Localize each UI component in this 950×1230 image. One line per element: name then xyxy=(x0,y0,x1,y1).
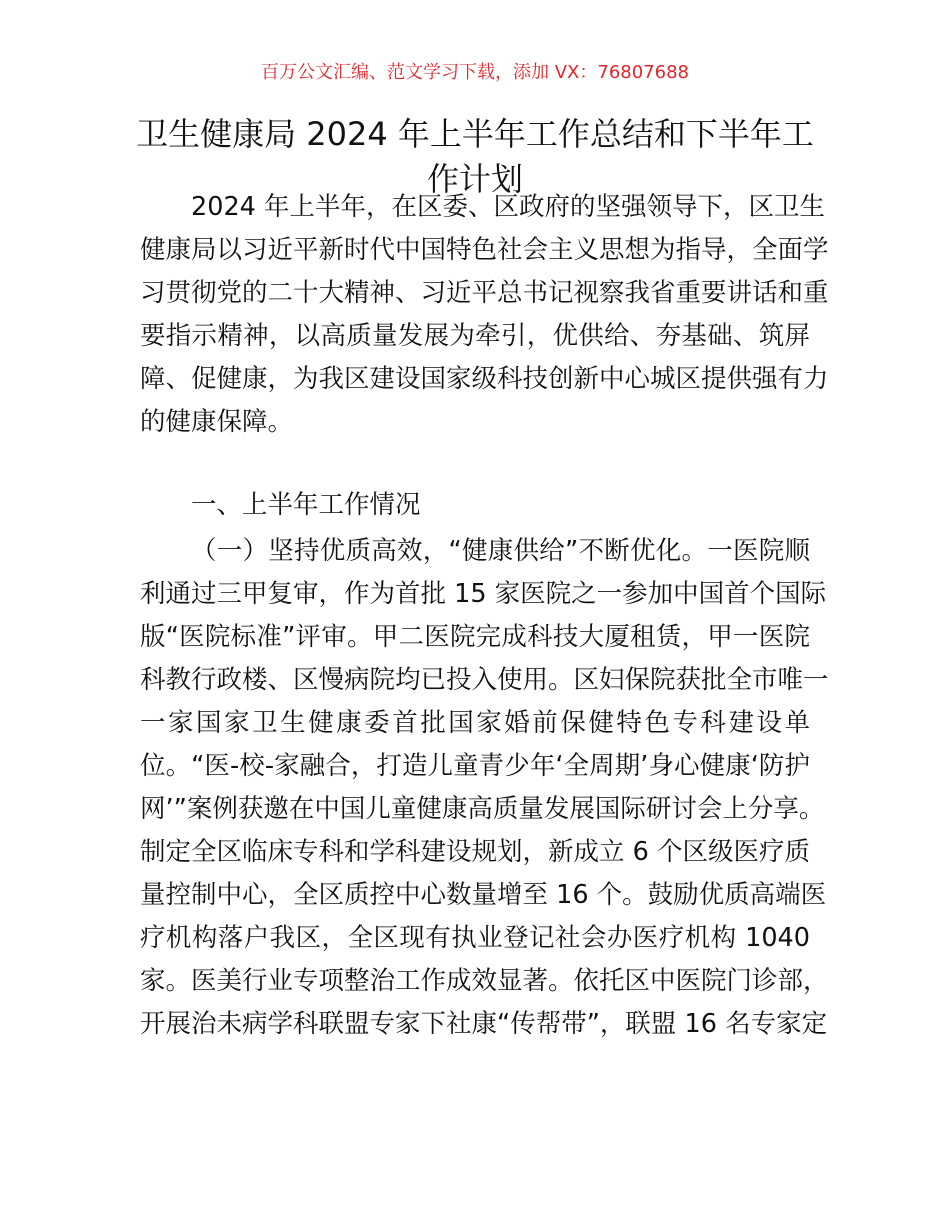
text-line: 习贯彻党的二十大精神、习近平总书记视察我省重要讲话和重 xyxy=(140,278,829,308)
text-line: 家。医美行业专项整治工作成效显著。依托区中医院门诊部， xyxy=(140,966,829,996)
text-line: 的健康保障。 xyxy=(140,407,294,437)
text-line: 位。“医-校-家融合，打造儿童青少年‘全周期’身心健康‘防护 xyxy=(140,751,810,781)
text-line: 疗机构落户我区，全区现有执业登记社会办医疗机构 1040 xyxy=(140,923,810,953)
title-line: 卫生健康局 2024 年上半年工作总结和下半年工 xyxy=(136,115,814,153)
heading-text: 一、上半年工作情况 xyxy=(191,490,421,520)
text-line: 利通过三甲复审，作为首批 15 家医院之一参加中国首个国际 xyxy=(140,579,827,609)
text-line: 网’”案例获邀在中国儿童健康高质量发展国际研讨会上分享。 xyxy=(140,794,825,824)
text-line: 科教行政楼、区慢病院均已投入使用。区妇保院获批全市唯一 xyxy=(140,665,829,695)
text-line: 版“医院标准”评审。甲二医院完成科技大厦租赁，甲一医院 xyxy=(140,622,810,652)
text-line: （一）坚持优质高效，“健康供给”不断优化。一医院顺 xyxy=(191,536,810,566)
text-line: 开展治未病学科联盟专家下社康“传帮带”，联盟 16 名专家定 xyxy=(140,1009,828,1039)
text-line: 2024 年上半年，在区委、区政府的坚强领导下，区卫生 xyxy=(191,192,826,222)
text-line: 制定全区临床专科和学科建设规划，新成立 6 个区级医疗质 xyxy=(140,837,810,867)
text-line: 一家国家卫生健康委首批国家婚前保健特色专科建设单 xyxy=(140,708,810,738)
text-line: 要指示精神，以高质量发展为牵引，优供给、夯基础、筑屏 xyxy=(140,321,810,351)
paragraph-section-1 xyxy=(140,530,829,1046)
paragraph-intro xyxy=(140,186,829,444)
text-line: 障、促健康，为我区建设国家级科技创新中心城区提供强有力 xyxy=(140,364,829,394)
section-heading xyxy=(140,484,810,527)
text-line: 健康局以习近平新时代中国特色社会主义思想为指导，全面学 xyxy=(140,235,829,265)
title-line: 作计划 xyxy=(426,160,523,198)
watermark-banner: 百万公文汇编、范文学习下载，添加 VX：76807688 xyxy=(261,62,689,83)
text-line: 量控制中心，全区质控中心数量增至 16 个。鼓励优质高端医 xyxy=(140,880,827,910)
